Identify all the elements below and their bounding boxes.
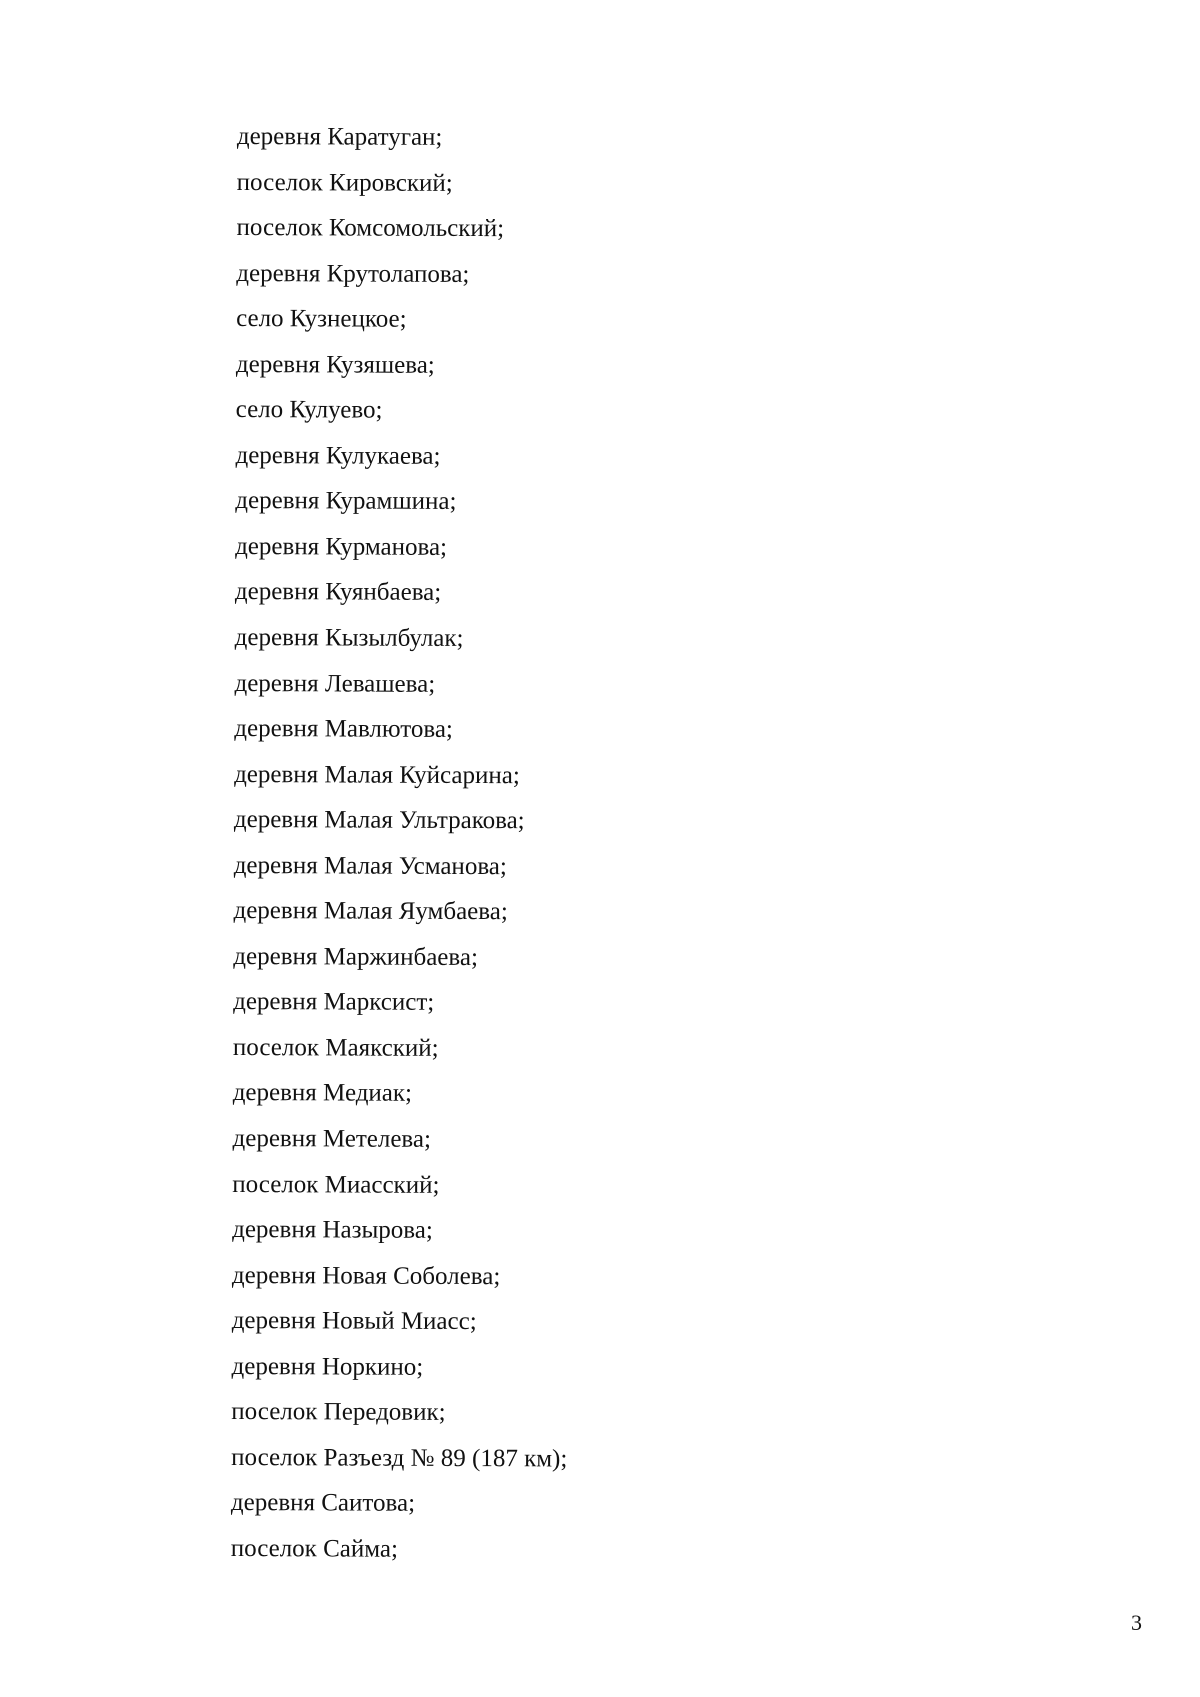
list-item: деревня Кузяшева; bbox=[235, 350, 435, 379]
list-item: деревня Куянбаева; bbox=[234, 578, 442, 607]
list-item: деревня Назырова; bbox=[232, 1216, 433, 1244]
list-item: поселок Передовик; bbox=[231, 1398, 446, 1427]
list-item: деревня Малая Усманова; bbox=[233, 851, 507, 880]
list-item: деревня Марксист; bbox=[233, 988, 435, 1017]
list-item: село Кузнецкое; bbox=[236, 305, 407, 333]
list-item: поселок Миасский; bbox=[232, 1170, 440, 1199]
list-item: деревня Саитова; bbox=[230, 1489, 416, 1518]
page-number: 3 bbox=[1131, 1610, 1142, 1635]
settlement-list bbox=[231, 114, 574, 1573]
list-item: село Кулуево; bbox=[235, 396, 383, 424]
list-item: деревня Курамшина; bbox=[235, 487, 457, 516]
list-item: деревня Левашева; bbox=[234, 669, 436, 698]
list-item: деревня Норкино; bbox=[231, 1352, 424, 1381]
list-item: деревня Крутолапова; bbox=[236, 259, 470, 288]
list-item: деревня Медиак; bbox=[232, 1079, 413, 1108]
list-item: деревня Малая Куйсарина; bbox=[234, 760, 520, 789]
list-item: деревня Каратуган; bbox=[236, 122, 443, 151]
list-item: деревня Маржинбаева; bbox=[233, 942, 479, 971]
list-item: деревня Новая Соболева; bbox=[231, 1261, 501, 1290]
list-item: деревня Новый Миасс; bbox=[231, 1307, 477, 1336]
list-item: деревня Курманова; bbox=[235, 532, 448, 561]
list-item: поселок Разъезд № 89 (187 км); bbox=[231, 1443, 568, 1473]
list-item: деревня Мавлютова; bbox=[234, 715, 453, 744]
list-item: деревня Кулукаева; bbox=[235, 441, 441, 470]
list-item: деревня Малая Яумбаева; bbox=[233, 897, 508, 926]
list-item: деревня Малая Ультракова; bbox=[233, 806, 525, 835]
list-item: поселок Кировский; bbox=[236, 168, 453, 197]
list-item: деревня Метелева; bbox=[232, 1125, 432, 1153]
list-item: поселок Комсомольский; bbox=[236, 214, 505, 243]
list-item: поселок Сайма; bbox=[230, 1534, 399, 1563]
list-item: деревня Кызылбулак; bbox=[234, 624, 464, 653]
list-item: поселок Маякский; bbox=[232, 1033, 439, 1062]
